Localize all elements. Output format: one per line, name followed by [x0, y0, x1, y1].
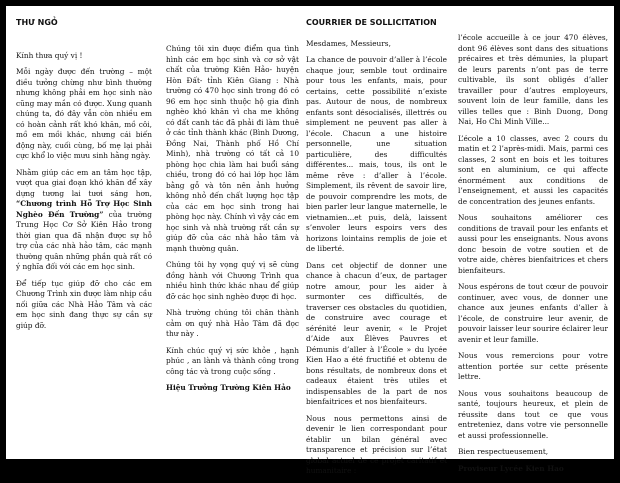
program-name: “Chương trình Hỗ Trợ Học Sinh Nghèo Đến Trường” [16, 199, 152, 219]
french-letter-column-2 [458, 33, 608, 480]
paragraph: Nhà trường chúng tôi chân thành cảm ơn quý nhà Hảo Tâm đã đọc thư này . [166, 308, 299, 338]
paragraph-text: của trường Trung Học Cơ Sở Kiên Hảo trong thời gian qua đã nhận được sự hỗ trợ của các nhà hảo tâm, các mạnh thường quân những phần quà rất có ý nghĩa đối với các em học sinh. [16, 209, 152, 271]
signature-french: Proviseur Lycée Kien Hao [458, 463, 564, 473]
salutation-french: Mesdames, Messieurs, [306, 38, 391, 48]
paragraph: Nous vous remercions pour votre attention portée sur cette présente lettre. [458, 351, 608, 381]
closing-french: Bien respectueusement, [458, 447, 549, 456]
signature-vietnamese: Hiệu Trưởng Trường Kiên Hảo [166, 383, 291, 392]
paragraph: l’école accueille à ce jour 470 élèves, dont 96 élèves sont dans des situations précaires et très démunies, la plupart de leurs parents n’ont pas de terre cultivable, ils sont obligés d’aller travailler pour d’autres employeurs, souvent loin de leur famille, dans les villes telles que : Binh Duong, Dong Nai, Ho Chi Minh Ville... [458, 33, 608, 126]
french-letter-column-1 [306, 18, 447, 483]
paragraph: L’école a 10 classes, avec 2 cours du matin et 2 l’après-midi. Mais, parmi ces classes, 2 sont en bois et les toitures sont en aluminium, ce qui affecte énormément aux conditions de l’enseignement, et aussi les capacités de concentration des jeunes enfants. [458, 133, 608, 206]
vietnamese-letter-column-1 [16, 18, 152, 337]
paragraph: Kính chúc quý vị sức khỏe , hạnh phúc , an lành và thành công trong công tác và trong cuộc sống . [166, 345, 299, 376]
paragraph [16, 168, 152, 273]
letter-sheet [6, 6, 614, 475]
paragraph: Nous vous souhaitons beaucoup de santé, toujours heureux, et plein de réussite dans tout ce que vous entreteniez, dans votre vie personnelle et aussi professionnelle. [458, 388, 608, 440]
letter-heading-french: COURRIER DE SOLLICITATION [306, 18, 437, 27]
vietnamese-letter-column-2 [166, 44, 299, 400]
salutation-vietnamese: Kính thưa quý vị ! [16, 50, 83, 60]
paragraph: Chúng tôi xin được điểm qua tình hình các em học sinh và cơ sở vật chất của trường Kiên Hảo- huyện Hòn Đất- tỉnh Kiên Giang : Nhà trường có 470 học sinh trong đó có 96 em học sinh thuộc hộ gia đình nghèo khó khăn vì cha me không có đất canh tác đã phải đi làm thuê ở các tỉnh thành khác (Bình Dương, Đồng Nai, Thành phố Hồ Chí Minh), nhà trường có tất cả 10 phòng học chia làm hai buổi sáng chiều, trong đó có hai lớp học lâm bằng gỗ và tôn nên ảnh hưởng không nhỏ đến chất lượng học tập của các em học sinh trong hai phòng học này. Chính vì vậy các em học sinh và nhà trường rất cần sự giúp đỡ của các nhà hảo tâm và mạnh thường quân. [166, 44, 299, 253]
letter-heading-vietnamese: THƯ NGỎ [16, 18, 58, 27]
paragraph: Mỗi ngày được đến trường – một điều tưởng chừng như bình thường nhưng không phải em học sinh nào cũng may mắn có được. Xung quanh chúng ta, đó đây vẫn còn nhiều em có hoàn cảnh rất khó khăn, mồ côi, mồ em mồi khác, nhưng cái biến động này, cuối cùng, bố mẹ lại phải cực khổ lo việc mưu sinh hằng ngày. [16, 67, 152, 160]
paragraph-text: Nhằm giúp các em an tâm học tập, vượt qua giai đoạn khó khăn để xây dựng tương lai tươi sáng hơn, [16, 167, 152, 198]
paragraph: Nous espérons de tout cœur de pouvoir continuer, avec vous, de donner une chance aux jeunes enfants d’aller à l’école, de construire leur avenir, de pouvoir laisser leur sourire éclairer leur avenir et leur famille. [458, 282, 608, 344]
paragraph: Nous souhaitons améliorer ces conditions de travail pour les enfants et aussi pour les enseignants. Nous avons donc besoin de votre soutien et de votre aide, chères bienfaitrices et chers bienfaiteurs. [458, 213, 608, 275]
spacer [16, 39, 152, 51]
paragraph: Nous nous permettons ainsi de devenir le lien correspondant pour établir un bilan général avec transparence et précision sur l’état global actuel de ce projet caritatif et humanitaire : [306, 413, 447, 475]
paragraph: Để tiếp tục giúp đỡ cho các em Chương Trình xin được làm nhịp cầu nối giữa các Nhà Hảo Tâm và các em học sinh đang thực sự cần sự giúp đỡ. [16, 278, 152, 330]
paragraph: Chúng tôi hy vọng quý vị sẽ cùng đồng hành với Chương Trình qua nhiều hình thức khác nhau để giúp đỡ các học sinh nghèo được đi học. [166, 260, 299, 301]
paragraph: Dans cet objectif de donner une chance à chacun d’eux, de partager notre amour, pour les aider à surmonter ces difficultés, de traverser ces obstacles du quotidien, de construire avec courage et sérénité leur avenir, « le Projet d’Aide aux Élèves Pauvres et Démunis d’aller à l’École » du lycée Kien Hao a été fructifié et obtenu de bons résultats, de nombreux dons et cadeaux étaient très utiles et indispensables de la part de nos bienfaitrices et nos bienfaiteurs. [306, 260, 447, 406]
paragraph: La chance de pouvoir d’aller à l’école chaque jour, semble tout ordinaire pour tous les enfants, mais, pour certains, cette possibilité n’existe pas. Autour de nous, de nombreux enfants sont désocialisés, illettrés ou simplement ne peuvent pas aller à l’école. Chacun a une histoire personnelle, une situation particulière, des difficultés différentes... mais, tous, ils ont le même rêve : d’aller à l’école. Simplement, ils rêvent de savoir lire, de pouvoir comprendre les mots, de bien parler leur langue maternelle, le vietnamien...et puis, delà, laissent s’envoler leurs espoirs vers des horizons lointains remplis de joie et de liberté. [306, 55, 447, 253]
